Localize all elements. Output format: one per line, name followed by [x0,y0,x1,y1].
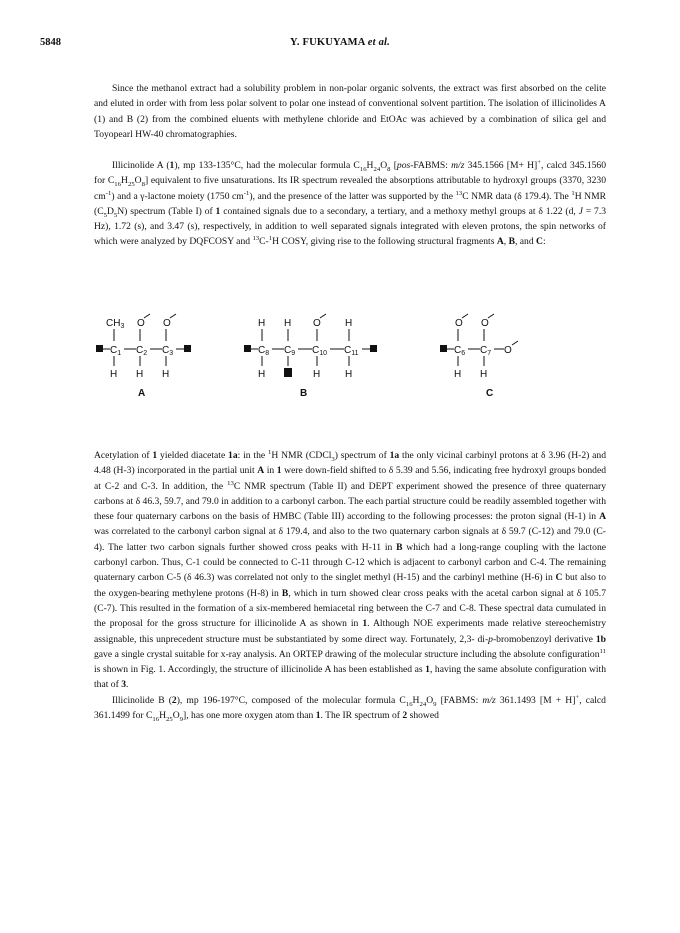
paragraph-4: Illicinolide B (2), mp 196-197°C, composed of the molecular formula $C_{16}H_{24}O_9$ [FABMS: m/z 361.1493 [M + H]+, calcd 361.1499 for $C_{16}H_{25}O_9$], has one more oxygen atom than 1. The IR spectrum of 2 showed [94,693,606,723]
fragment-b-h-bottom-3: H [313,369,321,380]
fragment-b-h-top-1: H [258,318,266,329]
fragment-a-o1: O [137,318,145,329]
fragment-b-left-block [244,345,251,352]
fragment-a-c1: $C_1$ [110,345,122,357]
fragment-a-left-block [96,345,103,352]
paragraph-acetylation [94,448,606,723]
running-head-etal: et al. [367,37,390,48]
fragment-b-h-top-4: H [345,318,353,329]
fragment-c-c7: $C_7$ [480,345,492,357]
fragment-c [440,314,518,399]
fragment-c-h2: H [480,369,488,380]
fragment-b-h-bottom-4: H [345,369,353,380]
structural-fragments-figure [94,312,606,432]
paragraph-2: Illicinolide A (1), mp 133-135°C, had the molecular formula $C_{16}H_{24}O_8$ [pos-FABMS: m/z 345.1566 [M+ H]+, calcd 345.1560 for $C_{16}H_{25}O_8$] equivalent to five unsaturations. Its IR spectrum revealed the absorptions attributable to hydroxyl groups (3370, 3230 $cm^{-1}$) and a γ-lactone moiety (1750 $cm^{-1}$), and the presence of the latter was supported by the $^{13}$C NMR data (δ 179.4). The $^1$H NMR $(C_5D_5N)$ spectrum (Table I) of 1 contained signals due to a secondary, a tertiary, and a methoxy methyl groups at δ 1.22 (d, J = 7.3 Hz), 1.72 (s), and 3.47 (s), respectively, in addition to well separated signals integrated with eleven protons, the spin networks of which were analyzed by DQFCOSY and $^{13}$C-$^1$H COSY, giving rise to the following structural fragments A, B, and C: [94,158,607,248]
fragment-b-right-block [370,345,377,352]
fragments-drawing [94,312,606,432]
paragraph-3: Acetylation of 1 yielded diacetate 1a: in the $^1$H NMR (CDCl$_3$) spectrum of 1a the only vicinal carbinyl protons at δ 3.96 (H-2) and 4.48 (H-3) incorporated in the partial unit A in 1 were down-field shifted to δ 5.39 and 5.56, indicating free hydroxyl groups bonded at C-2 and C-3. In addition, the $^{13}$C NMR spectrum (Table II) and DEPT experiment showed the presence of three quaternary carbons at δ 46.3, 59.7, and 79.0 in addition to a carbonyl carbon. The each partial structure could be readily assembled together with these four quaternary carbons on the basis of HMBC (Table III) according to the following processes: the proton signal (H-1) in A was correlated to the carbonyl carbon signal at δ 179.4, and also to the two quaternary carbon signals at δ 59.7 (C-12) and 79.0 (C-4). The latter two carbon signals further showed cross peaks with H-11 in B which had a long-range coupling with the lactone carbonyl carbon. Thus, C-1 could be connected to C-11 through C-12 which is adjacent to carbonyl carbon and C-4. The remaining quaternary carbon C-5 (δ 46.3) was correlated not only to the singlet methyl (H-15) and the carbinyl methine (H-6) in C but also to the oxygen-bearing methylene protons (H-8) in B, which in turn showed clear cross peaks with the acetal carbon signal at δ 105.7 (C-7). This resulted in the formation of a six-membered hemiacetal ring between the C-7 and C-8. These spectral data cumulated in the proposal for the gross structure for illicinolide A as shown in 1. Although NOE experiments made relative stereochemistry assignable, this unprecedent structure must be substantiated by some direct way. Fortunately, 2,3- di-p-bromobenzoyl derivative 1b gave a single crystal suitable for x-ray analysis. An ORTEP drawing of the molecular structure including the absolute configuration$^{11}$ is shown in Fig. 1. Accordingly, the structure of illicinolide A has been established as 1, having the same absolute configuration with that of 3. [94,448,607,691]
fragment-b-h-bottom-1: H [258,369,266,380]
paragraph-1: Since the methanol extract had a solubility problem in non-polar organic solvents, the extract was first absorbed on the celite and eluted in order with from less polar solvent to polar one instead of conventional solvent partition. The isolation of illicinolides A (1) and B (2) from the combined eluents with methylene chloride and EtOAc was achieved by a combination of silica gel and Toyopearl HW-40 chromatographies. [94,83,606,140]
fragment-a-o2: O [163,318,171,329]
fragment-a-c3: $C_3$ [162,345,174,357]
fragment-c-h1: H [454,369,462,380]
paragraph-extraction [94,81,606,142]
fragment-c-o-terminal: O [504,345,512,356]
fragment-b-c9: $C_9$ [284,345,296,357]
fragment-a-ch3: $CH_3$ [106,318,125,330]
running-head [40,37,640,48]
fragment-b-label: B [300,388,308,399]
paragraph-illicinolide-a [94,158,606,250]
fragment-a-h1: H [110,369,118,380]
fragment-a-c2: $C_2$ [136,345,148,357]
fragment-b-c10: $C_{10}$ [312,345,328,357]
fragment-c-o1: O [455,318,463,329]
fragment-c-left-block [440,345,447,352]
fragment-b-c8: $C_8$ [258,345,270,357]
fragment-a [96,314,191,399]
fragment-c-label: C [486,388,494,399]
fragment-b-c11: $C_{11}$ [344,345,359,357]
fragment-c-c6: $C_6$ [454,345,466,357]
fragment-a-h3: H [162,369,170,380]
fragment-b-bottom-block [284,368,292,377]
fragment-a-label: A [138,388,146,399]
fragment-c-o2: O [481,318,489,329]
running-head-authors: Y. FUKUYAMA [290,37,365,48]
page-header [40,37,640,53]
fragment-a-h2: H [136,369,144,380]
fragment-a-right-block [184,345,191,352]
fragment-b-h-top-2: H [284,318,292,329]
fragment-b [244,314,377,399]
page-number: 5848 [40,37,61,48]
fragment-b-o: O [313,318,321,329]
